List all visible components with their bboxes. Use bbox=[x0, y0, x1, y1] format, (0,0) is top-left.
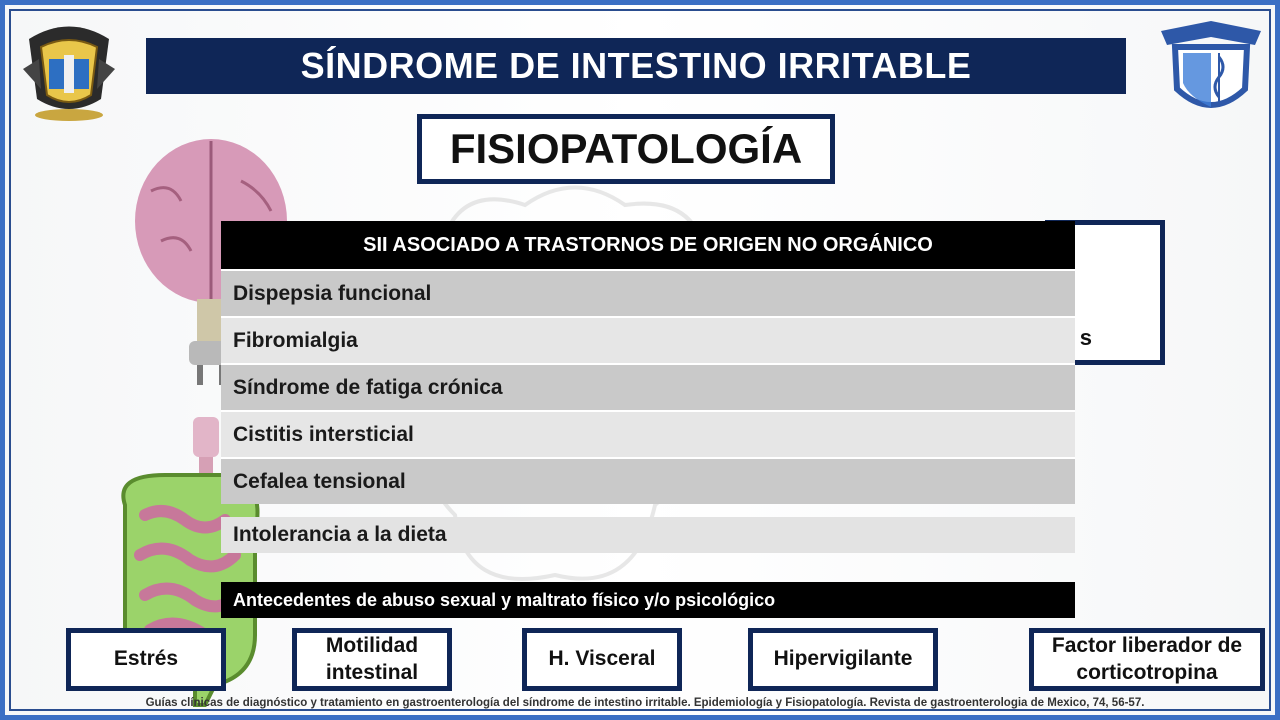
table-row: Cefalea tensional bbox=[221, 457, 1075, 504]
escuela-de-medicina-shield-logo bbox=[1157, 17, 1265, 125]
factor-box-hipervigilante: Hipervigilante bbox=[748, 628, 938, 691]
factor-box-visceral: H. Visceral bbox=[522, 628, 682, 691]
citation: Guías clínicas de diagnóstico y tratamiento en gastroenterología del síndrome de intestino irritable. Epidemiología y Fisiopatología. Revista de gastroenterologia de Mexico, 74, 56-57. bbox=[145, 697, 1145, 709]
page-title: SÍNDROME DE INTESTINO IRRITABLE bbox=[146, 38, 1126, 94]
table-row: Cistitis intersticial bbox=[221, 410, 1075, 457]
abuse-history-row: Antecedentes de abuso sexual y maltrato físico y/o psicológico bbox=[221, 582, 1075, 618]
table-header: SII ASOCIADO A TRASTORNOS DE ORIGEN NO ORGÁNICO bbox=[221, 221, 1075, 269]
partial-box-text: s bbox=[1079, 325, 1092, 350]
section-title: FISIOPATOLOGÍA bbox=[417, 114, 835, 184]
table-row: Síndrome de fatiga crónica bbox=[221, 363, 1075, 410]
diet-intolerance-row: Intolerancia a la dieta bbox=[221, 517, 1075, 553]
factor-box-estres: Estrés bbox=[66, 628, 226, 691]
factor-box-crf: Factor liberador de corticotropina bbox=[1029, 628, 1265, 691]
table-row: Dispepsia funcional bbox=[221, 269, 1075, 316]
factor-box-motilidad: Motilidad intestinal bbox=[292, 628, 452, 691]
university-crest-logo bbox=[19, 19, 119, 123]
disorders-table bbox=[221, 221, 1075, 504]
table-row: Fibromialgia bbox=[221, 316, 1075, 363]
